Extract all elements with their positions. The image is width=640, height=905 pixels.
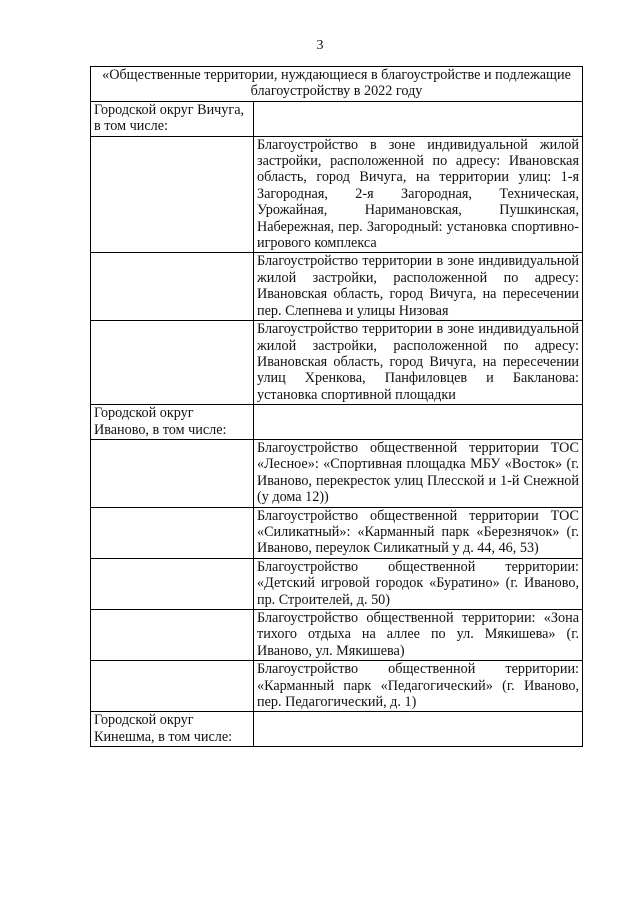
empty-cell [91,610,254,661]
territory-item: Благоустройство в зоне индивидуальной жилой застройки, расположенной по адресу: Ивановская область, город Вичуга, на территории улиц: 1-я Загородная, 2-я Загородная, Техническая, Урожайная, Наримановская, Пушкинская, Набережная, пер. Загородный: установка спортивно-игрового комплекса [254,136,583,253]
empty-cell [91,321,254,405]
territory-item: Благоустройство территории в зоне индивидуальной жилой застройки, расположенной по адресу: Ивановская область, город Вичуга, на пересечении улиц Хренкова, Панфиловцев и Бакланова: установка спортивной площадки [254,321,583,405]
district-row [91,101,583,136]
empty-cell [254,712,583,747]
table-row [91,253,583,321]
territory-item: Благоустройство общественной территории: «Зона тихого отдыха на аллее по ул. Мякишева» (г. Иваново, ул. Мякишева) [254,610,583,661]
district-name: Городской округ Вичуга, в том числе: [91,101,254,136]
empty-cell [91,661,254,712]
territory-item: Благоустройство общественной территории: «Детский игровой городок «Буратино» (г. Иваново, пр. Строителей, д. 50) [254,558,583,609]
district-name: Городской округ Кинешма, в том числе: [91,712,254,747]
territories-table [90,66,583,747]
table-row [91,558,583,609]
table-header-row [91,67,583,102]
district-row [91,712,583,747]
territory-item: Благоустройство территории в зоне индивидуальной жилой застройки, расположенной по адресу: Ивановская область, город Вичуга, на пересечении пер. Слепнева и улицы Низовая [254,253,583,321]
table-row [91,507,583,558]
empty-cell [91,136,254,253]
table-row [91,610,583,661]
district-name: Городской округ Иваново, в том числе: [91,405,254,440]
table-row [91,321,583,405]
table-header: «Общественные территории, нуждающиеся в благоустройстве и подлежащие благоустройству в 2022 году [91,67,583,102]
table-row [91,661,583,712]
empty-cell [254,101,583,136]
empty-cell [91,439,254,507]
empty-cell [91,507,254,558]
empty-cell [91,253,254,321]
table-row [91,439,583,507]
territory-item: Благоустройство общественной территории ТОС «Силикатный»: «Карманный парк «Березнячок» (г. Иваново, переулок Силикатный у д. 44, 46, 53) [254,507,583,558]
empty-cell [254,405,583,440]
empty-cell [91,558,254,609]
district-row [91,405,583,440]
table-row [91,136,583,253]
territory-item: Благоустройство общественной территории: «Карманный парк «Педагогический» (г. Иваново, пер. Педагогический, д. 1) [254,661,583,712]
page-number: 3 [316,38,324,53]
territory-item: Благоустройство общественной территории ТОС «Лесное»: «Спортивная площадка МБУ «Восток» (г. Иваново, перекресток улиц Плесской и 1-й Снежной (у дома 12)) [254,439,583,507]
